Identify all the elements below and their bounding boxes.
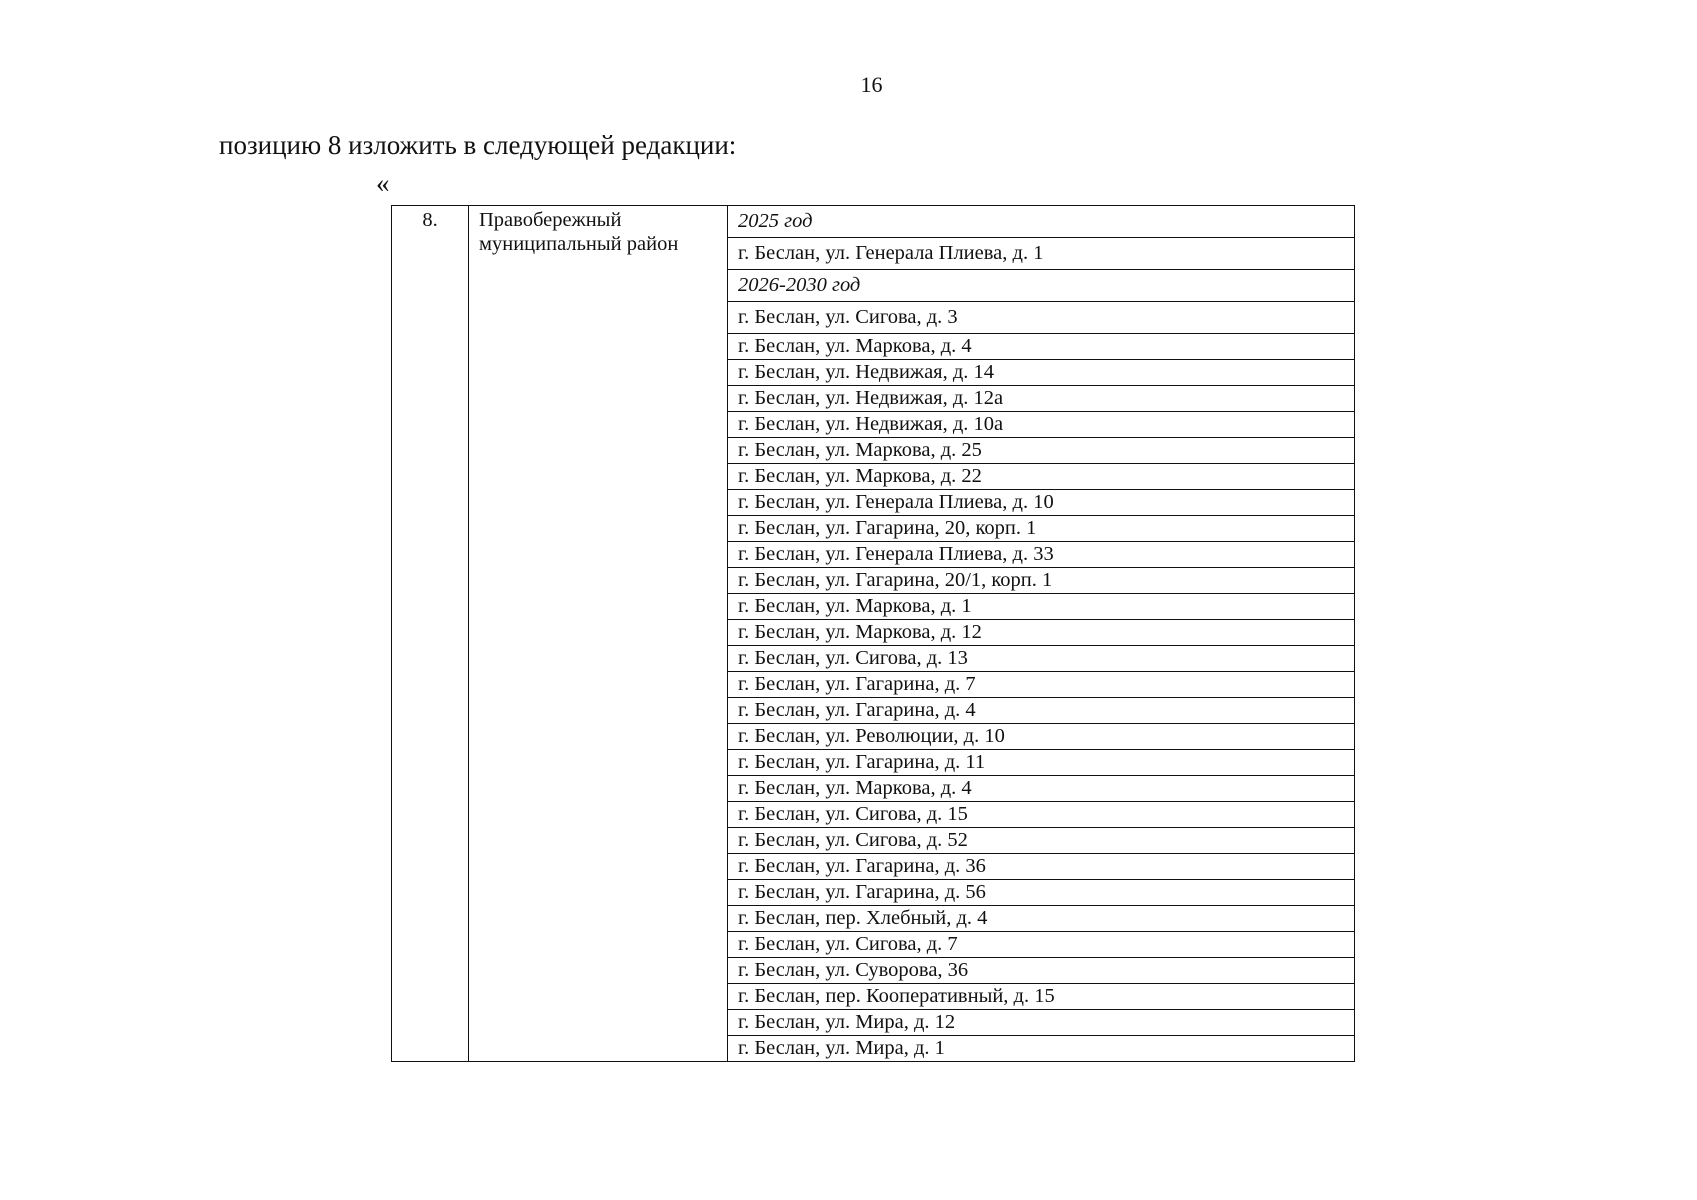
address-cell: г. Беслан, ул. Гагарина, д. 4: [728, 698, 1355, 724]
address-cell: г. Беслан, ул. Революции, д. 10: [728, 724, 1355, 750]
address-cell: г. Беслан, ул. Маркова, д. 1: [728, 594, 1355, 620]
intro-text: позицию 8 изложить в следующей редакции:: [219, 130, 737, 160]
address-cell: г. Беслан, ул. Маркова, д. 4: [728, 334, 1355, 360]
address-cell: г. Беслан, ул. Гагарина, 20/1, корп. 1: [728, 568, 1355, 594]
opening-quote: «: [376, 168, 390, 198]
address-cell: г. Беслан, ул. Маркова, д. 4: [728, 776, 1355, 802]
year-label-2026-2030: 2026-2030 год: [728, 270, 1355, 302]
address-cell: г. Беслан, ул. Генерала Плиева, д. 33: [728, 542, 1355, 568]
address-cell: г. Беслан, ул. Недвижая, д. 14: [728, 360, 1355, 386]
address-cell: г. Беслан, ул. Недвижая, д. 12а: [728, 386, 1355, 412]
page-number: 16: [860, 72, 883, 97]
address-cell: г. Беслан, ул. Суворова, 36: [728, 958, 1355, 984]
year-label-2025: 2025 год: [728, 206, 1355, 238]
address-cell: г. Беслан, пер. Хлебный, д. 4: [728, 906, 1355, 932]
address-cell: г. Беслан, ул. Генерала Плиева, д. 1: [728, 238, 1355, 270]
address-cell: г. Беслан, ул. Гагарина, 20, корп. 1: [728, 516, 1355, 542]
address-cell: г. Беслан, ул. Генерала Плиева, д. 10: [728, 490, 1355, 516]
address-cell: г. Беслан, ул. Маркова, д. 12: [728, 620, 1355, 646]
address-cell: г. Беслан, ул. Сигова, д. 3: [728, 302, 1355, 334]
address-cell: г. Беслан, ул. Гагарина, д. 11: [728, 750, 1355, 776]
address-cell: г. Беслан, ул. Сигова, д. 15: [728, 802, 1355, 828]
address-cell: г. Беслан, ул. Гагарина, д. 56: [728, 880, 1355, 906]
address-cell: г. Беслан, пер. Кооперативный, д. 15: [728, 984, 1355, 1010]
address-cell: г. Беслан, ул. Недвижая, д. 10а: [728, 412, 1355, 438]
address-cell: г. Беслан, ул. Мира, д. 1: [728, 1036, 1355, 1062]
position-number: 8.: [392, 206, 469, 1062]
table-row: [392, 206, 1355, 238]
address-table: [391, 205, 1355, 1062]
district-name: Правобережный муниципальный район: [469, 206, 728, 1062]
address-cell: г. Беслан, ул. Гагарина, д. 7: [728, 672, 1355, 698]
address-cell: г. Беслан, ул. Маркова, д. 25: [728, 438, 1355, 464]
address-cell: г. Беслан, ул. Сигова, д. 13: [728, 646, 1355, 672]
address-cell: г. Беслан, ул. Сигова, д. 7: [728, 932, 1355, 958]
address-cell: г. Беслан, ул. Маркова, д. 22: [728, 464, 1355, 490]
address-cell: г. Беслан, ул. Мира, д. 12: [728, 1010, 1355, 1036]
address-cell: г. Беслан, ул. Гагарина, д. 36: [728, 854, 1355, 880]
address-cell: г. Беслан, ул. Сигова, д. 52: [728, 828, 1355, 854]
